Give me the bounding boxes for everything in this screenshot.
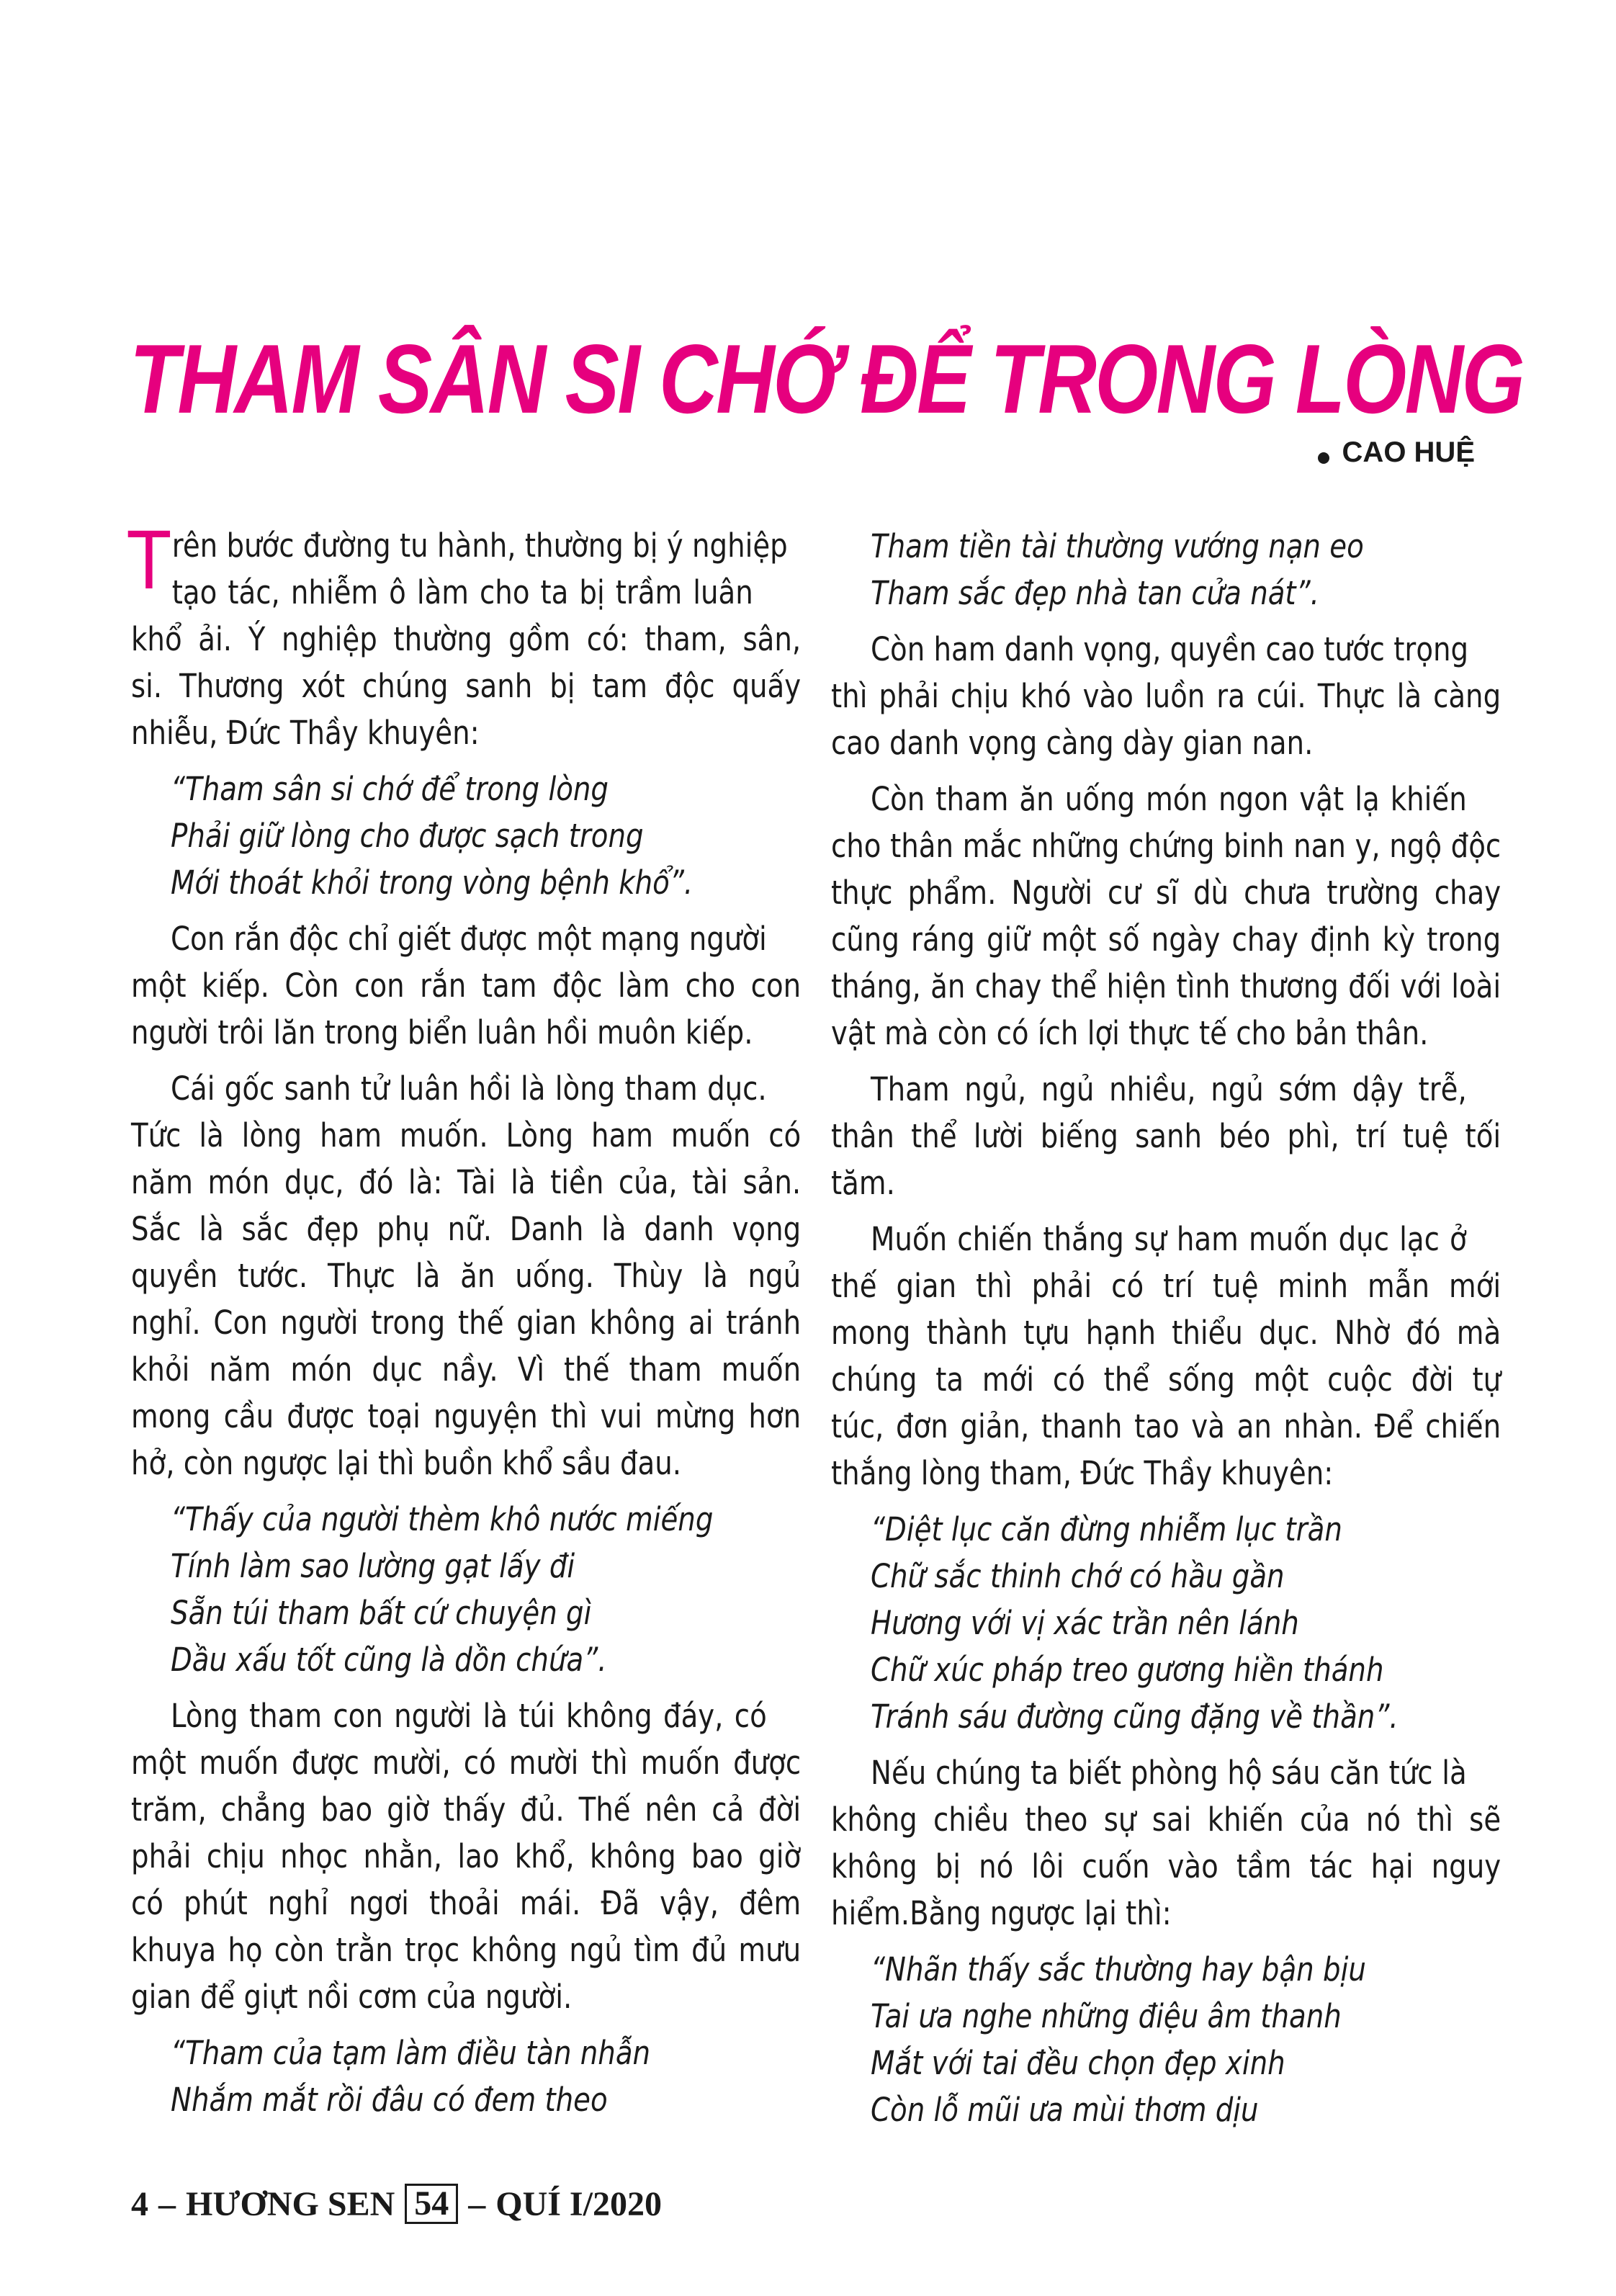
- line-text: Phải giữ lòng cho được sạch trong: [171, 817, 644, 855]
- line-text: “Diệt lục căn đừng nhiễm lục trần: [871, 1510, 1342, 1548]
- line-text: Con rắn độc chỉ giết được một mạng người: [171, 920, 767, 958]
- line-text: không bị nó lôi cuốn vào tầm tác hại nguy: [831, 1847, 1501, 1885]
- bullet-icon: [1318, 452, 1329, 464]
- line-text: nghỉ. Con người trong thế gian không ai tránh: [131, 1304, 802, 1342]
- text-line: [831, 1890, 1501, 1937]
- line-text: khuya họ còn trằn trọc không ngủ tìm đủ mưu: [131, 1931, 802, 1969]
- text-line: [831, 1450, 1501, 1497]
- line-text: tạo tác, nhiễm ô làm cho ta bị trầm luân: [171, 573, 753, 611]
- line-text: Tham sắc đẹp nhà tan cửa nát”.: [871, 574, 1319, 612]
- text-line: [831, 1216, 1501, 1263]
- line-text: cao danh vọng càng dày gian nan.: [831, 724, 1314, 762]
- line-text: nhiễu, Đức Thầy khuyên:: [131, 714, 480, 752]
- page-number: 4: [131, 2184, 148, 2223]
- right-column: [831, 523, 1501, 2133]
- line-text: một kiếp. Còn con rắn tam độc làm cho con: [131, 967, 802, 1005]
- text-line: [131, 1973, 801, 2020]
- left-column: [128, 515, 802, 2123]
- verse-line: [131, 1496, 801, 1543]
- text-line: [831, 1263, 1501, 1309]
- line-text: năm món dục, đó là: Tài là tiền của, tài sản.: [131, 1163, 802, 1201]
- text-line: [131, 709, 801, 756]
- line-text: thân thể lười biếng sanh béo phì, trí tuệ tối: [831, 1117, 1501, 1155]
- line-text: người trôi lăn trong biển luân hồi muôn kiếp.: [131, 1013, 753, 1051]
- line-text: cho thân mắc những chứng binh nan y, ngộ độc: [831, 827, 1501, 865]
- text-line: [131, 1786, 801, 1833]
- text-line: [831, 1113, 1501, 1160]
- verse-line: [831, 1946, 1501, 1993]
- line-text: Tức là lòng ham muốn. Lòng ham muốn có: [131, 1116, 802, 1154]
- verse-line: [831, 2040, 1501, 2086]
- line-text: Lòng tham con người là túi không đáy, có: [171, 1697, 767, 1735]
- line-text: trăm, chẳng bao giờ thấy đủ. Thế nên cả đời: [131, 1790, 802, 1829]
- text-line: [831, 1309, 1501, 1356]
- verse-line: [831, 570, 1501, 616]
- line-text: Muốn chiến thắng sự ham muốn dục lạc ở: [871, 1220, 1467, 1258]
- issue-number: 54: [405, 2184, 458, 2224]
- line-text: “Tham sân si chớ để trong lòng: [171, 770, 609, 808]
- issue-period: QUÍ I/2020: [495, 2184, 662, 2223]
- text-line: [131, 1206, 801, 1252]
- line-text: có phút nghỉ ngơi thoải mái. Đã vậy, đêm: [131, 1884, 802, 1922]
- line-text: mong cầu được toại nguyện thì vui mừng hơn: [131, 1397, 802, 1435]
- text-line: [831, 1010, 1501, 1057]
- text-line: [131, 1065, 801, 1112]
- verse-line: [831, 1600, 1501, 1646]
- text-line: [131, 663, 801, 709]
- line-text: Còn lỗ mũi ưa mùi thơm dịu: [871, 2091, 1259, 2129]
- text-line: [831, 963, 1501, 1010]
- line-text: “Tham của tạm làm điều tàn nhẫn: [171, 2034, 651, 2072]
- line-text: Tham ngủ, ngủ nhiều, ngủ sớm dậy trễ,: [871, 1070, 1467, 1108]
- opening-paragraph: [128, 515, 801, 616]
- line-text: thắng lòng tham, Đức Thầy khuyên:: [831, 1454, 1334, 1492]
- text-line: [131, 1833, 801, 1880]
- verse-line: [831, 1993, 1501, 2040]
- verse-line: [131, 1543, 801, 1589]
- text-line: [131, 616, 801, 663]
- article-title: THAM SÂN SI CHỚ ĐỂ TRONG LÒNG: [130, 324, 1524, 434]
- text-line: [831, 1066, 1501, 1113]
- line-text: hở, còn ngược lại thì buồn khổ sầu đau.: [131, 1444, 682, 1482]
- line-text: si. Thương xót chúng sanh bị tam độc quấy: [131, 667, 802, 705]
- line-text: túc, đơn giản, thanh tao và an nhàn. Để chiến: [831, 1407, 1501, 1445]
- text-line: [831, 1749, 1501, 1796]
- text-line: [131, 915, 801, 962]
- line-text: Chữ xúc pháp treo gương hiền thánh: [871, 1651, 1384, 1689]
- text-line: [131, 1112, 801, 1159]
- magazine-name: HƯƠNG SEN: [186, 2184, 395, 2223]
- line-text: cũng ráng giữ một số ngày chay định kỳ trong: [831, 920, 1501, 959]
- line-text: thực phẩm. Người cư sĩ dù chưa trường chay: [831, 874, 1501, 912]
- text-line: [831, 1796, 1501, 1843]
- line-text: không chiều theo sự sai khiến của nó thì sẽ: [831, 1801, 1501, 1839]
- line-text: hiểm.Bằng ngược lại thì:: [831, 1894, 1172, 1932]
- verse-line: [131, 859, 801, 906]
- verse-line: [131, 1636, 801, 1683]
- line-text: Hương với vị xác trần nên lánh: [871, 1604, 1299, 1642]
- verse-line: [131, 1589, 801, 1636]
- line-text: Còn ham danh vọng, quyền cao tước trọng: [871, 630, 1469, 668]
- verse-line: [131, 766, 801, 812]
- text-line: [831, 626, 1501, 673]
- author-byline: [1318, 436, 1475, 469]
- text-line: [131, 1299, 801, 1346]
- text-line: [831, 776, 1501, 822]
- author-name: CAO HUỆ: [1342, 436, 1475, 468]
- line-text: Còn tham ăn uống món ngon vật lạ khiến: [871, 780, 1467, 818]
- line-text: phải chịu nhọc nhằn, lao khổ, không bao giờ: [131, 1837, 802, 1875]
- text-line: [131, 962, 801, 1009]
- line-text: Tai ưa nghe những điệu âm thanh: [871, 1997, 1342, 2035]
- text-line: [831, 1403, 1501, 1450]
- verse-line: [831, 2086, 1501, 2133]
- text-line: [131, 1346, 801, 1393]
- line-text: “Nhãn thấy sắc thường hay bận bịu: [871, 1950, 1366, 1988]
- page-footer: [131, 2184, 662, 2224]
- line-text: Nếu chúng ta biết phòng hộ sáu căn tức là: [871, 1754, 1467, 1792]
- text-line: [831, 822, 1501, 869]
- line-text: Sắc là sắc đẹp phụ nữ. Danh là danh vọng: [131, 1210, 802, 1248]
- text-line: [131, 1880, 801, 1927]
- text-line: [131, 1393, 801, 1440]
- line-text: khổ ải. Ý nghiệp thường gồm có: tham, sân,: [131, 620, 802, 658]
- text-line: [131, 569, 801, 616]
- line-text: Tính làm sao lường gạt lấy đi: [171, 1547, 575, 1585]
- text-line: [131, 522, 801, 569]
- line-text: một muốn được mười, có mười thì muốn được: [131, 1744, 802, 1782]
- line-text: Mắt với tai đều chọn đẹp xinh: [871, 2044, 1285, 2082]
- verse-line: [131, 2030, 801, 2076]
- line-text: tăm.: [831, 1164, 895, 1202]
- line-text: chúng ta mới có thể sống một cuộc đời tự: [831, 1360, 1501, 1399]
- line-text: vật mà còn có ích lợi thực tế cho bản thân.: [831, 1014, 1429, 1052]
- line-text: Chữ sắc thinh chớ có hầu gần: [871, 1557, 1285, 1595]
- line-text: thì phải chịu khó vào luồn ra cúi. Thực là càng: [831, 677, 1501, 715]
- text-line: [831, 673, 1501, 719]
- verse-line: [131, 812, 801, 859]
- line-text: Nhắm mắt rồi đâu có đem theo: [171, 2081, 608, 2119]
- text-line: [131, 1692, 801, 1739]
- line-text: Mới thoát khỏi trong vòng bệnh khổ”.: [171, 864, 693, 902]
- text-line: [831, 916, 1501, 963]
- verse-line: [131, 2076, 801, 2123]
- line-text: Cái gốc sanh tử luân hồi là lòng tham dục.: [171, 1069, 767, 1108]
- line-text: Tham tiền tài thường vướng nạn eo: [871, 527, 1364, 565]
- verse-line: [831, 523, 1501, 570]
- text-line: [831, 1160, 1501, 1206]
- line-text: Sẵn túi tham bất cứ chuyện gì: [171, 1594, 592, 1632]
- verse-line: [831, 1693, 1501, 1740]
- line-text: tháng, ăn chay thể hiện tình thương đối với loài: [831, 967, 1501, 1005]
- line-text: khỏi năm món dục nầy. Vì thế tham muốn: [131, 1350, 802, 1389]
- line-text: thế gian thì phải có trí tuệ minh mẫn mới: [831, 1267, 1501, 1305]
- drop-cap: T: [128, 515, 170, 607]
- text-line: [831, 1843, 1501, 1890]
- verse-line: [831, 1646, 1501, 1693]
- line-text: Tránh sáu đường cũng đặng về thần”.: [871, 1698, 1399, 1736]
- verse-line: [831, 1506, 1501, 1553]
- text-line: [831, 1356, 1501, 1403]
- line-text: mong thành tựu hạnh thiểu dục. Nhờ đó mà: [831, 1314, 1501, 1352]
- text-line: [131, 1927, 801, 1973]
- footer-dash: –: [468, 2184, 486, 2223]
- text-line: [131, 1159, 801, 1206]
- line-text: gian để giựt nồi cơm của người.: [131, 1978, 573, 2016]
- line-text: Dầu xấu tốt cũng là dồn chứa”.: [171, 1641, 607, 1679]
- text-line: [131, 1252, 801, 1299]
- line-text: quyền tước. Thực là ăn uống. Thùy là ngủ: [131, 1257, 802, 1295]
- text-line: [131, 1739, 801, 1786]
- text-line: [131, 1440, 801, 1486]
- line-text: rên bước đường tu hành, thường bị ý nghiệp: [171, 526, 788, 565]
- line-text: “Thấy của người thèm khô nước miếng: [171, 1500, 714, 1538]
- text-line: [831, 869, 1501, 916]
- footer-dash: –: [158, 2184, 176, 2223]
- text-line: [831, 719, 1501, 766]
- text-line: [131, 1009, 801, 1056]
- verse-line: [831, 1553, 1501, 1600]
